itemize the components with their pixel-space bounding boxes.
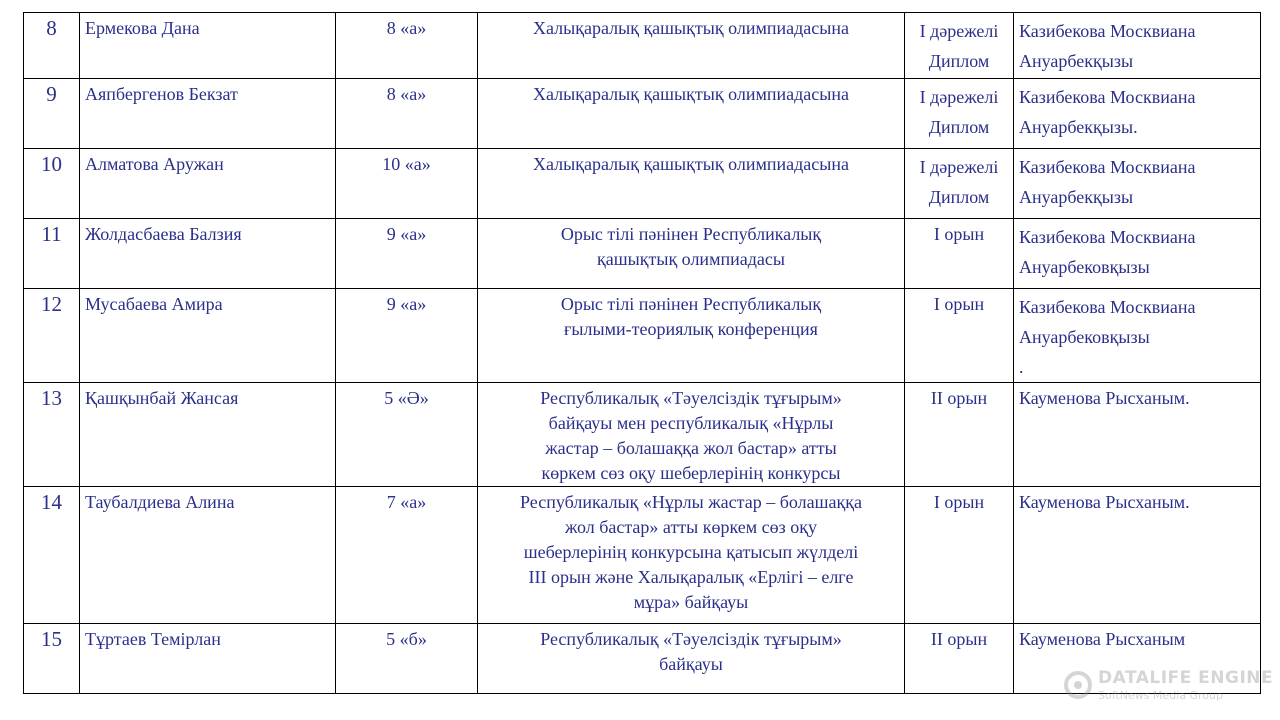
- event-cell: [478, 79, 905, 149]
- event-line: Орыс тілі пәнінен Республикалық: [560, 294, 822, 314]
- result-line: ІІ орын: [930, 629, 988, 649]
- class-cell: [336, 13, 478, 79]
- class-cell: [336, 219, 478, 289]
- result-cell: [905, 624, 1014, 694]
- class-label: 8 «а»: [386, 84, 427, 104]
- student-name: Тұртаев Темірлан: [85, 629, 221, 649]
- event-line: ғылыми-теориялық конференция: [564, 319, 818, 339]
- student-name-cell: [80, 13, 336, 79]
- event-line: байқауы мен республикалық «Нұрлы: [548, 413, 834, 433]
- teacher-line: Кауменова Рысханым.: [1019, 388, 1190, 408]
- class-cell: [336, 383, 478, 487]
- result-line: І орын: [933, 492, 985, 512]
- teacher-line: Кауменова Рысханым: [1019, 629, 1186, 649]
- table-row: [24, 219, 1261, 289]
- teacher-cell: [1014, 383, 1261, 487]
- result-line: І орын: [933, 224, 985, 244]
- result-cell: [905, 383, 1014, 487]
- teacher-line: Ануарбековқызы: [1019, 257, 1150, 277]
- result-cell: [905, 13, 1014, 79]
- teacher-cell: [1014, 219, 1261, 289]
- teacher-line: Казибекова Москвиана: [1019, 87, 1196, 107]
- class-label: 8 «а»: [386, 18, 427, 38]
- class-cell: [336, 149, 478, 219]
- event-line: қашықтық олимпиадасы: [597, 249, 785, 269]
- event-cell: [478, 13, 905, 79]
- result-cell: [905, 79, 1014, 149]
- row-number: 11: [41, 222, 62, 246]
- event-cell: [478, 149, 905, 219]
- teacher-line: Казибекова Москвиана: [1019, 227, 1196, 247]
- event-cell: [478, 289, 905, 383]
- event-line: Орыс тілі пәнінен Республикалық: [560, 224, 822, 244]
- event-line: мұра» байқауы: [633, 592, 749, 612]
- class-cell: [336, 624, 478, 694]
- teacher-line: Ануарбекқызы: [1019, 51, 1134, 71]
- class-label: 5 «б»: [386, 629, 427, 649]
- result-line: І дәрежелі: [919, 157, 999, 177]
- teacher-cell: [1014, 13, 1261, 79]
- class-label: 9 «а»: [386, 294, 427, 314]
- student-name: Алматова Аружан: [85, 154, 224, 174]
- row-number: 12: [41, 292, 62, 316]
- row-number: 8: [46, 16, 57, 40]
- table-row: [24, 13, 1261, 79]
- row-number: 13: [41, 386, 62, 410]
- teacher-line: Ануарбековқызы: [1019, 327, 1150, 347]
- row-number-cell: [24, 289, 80, 383]
- row-number-cell: [24, 13, 80, 79]
- event-line: Республикалық «Тәуелсіздік тұғырым»: [540, 388, 842, 408]
- table-row: [24, 487, 1261, 624]
- watermark-subtitle: SoftNews Media Group: [1098, 689, 1223, 702]
- event-line: Халықаралық қашықтық олимпиадасына: [533, 18, 849, 38]
- event-line: байқауы: [659, 654, 723, 674]
- class-cell: [336, 289, 478, 383]
- student-name-cell: [80, 289, 336, 383]
- teacher-cell: [1014, 487, 1261, 624]
- result-line: Диплом: [928, 117, 990, 137]
- result-cell: [905, 219, 1014, 289]
- event-line: Халықаралық қашықтық олимпиадасына: [533, 154, 849, 174]
- event-cell: [478, 487, 905, 624]
- event-cell: [478, 383, 905, 487]
- datalife-logo-icon: [1064, 671, 1092, 699]
- table-row: [24, 79, 1261, 149]
- student-name-cell: [80, 149, 336, 219]
- teacher-line: Ануарбекқызы.: [1019, 117, 1138, 137]
- teacher-line: Казибекова Москвиана: [1019, 157, 1196, 177]
- result-line: І орын: [933, 294, 985, 314]
- event-line: ІІІ орын және Халықаралық «Ерлігі – елге: [528, 567, 854, 587]
- teacher-cell: [1014, 79, 1261, 149]
- class-label: 10 «а»: [382, 154, 431, 174]
- teacher-line: Казибекова Москвиана: [1019, 297, 1196, 317]
- student-name-cell: [80, 383, 336, 487]
- student-name-cell: [80, 624, 336, 694]
- student-name: Жолдасбаева Балзия: [85, 224, 242, 244]
- teacher-line: Казибекова Москвиана: [1019, 21, 1196, 41]
- result-line: ІІ орын: [930, 388, 988, 408]
- student-name: Таубалдиева Алина: [85, 492, 235, 512]
- teacher-cell: [1014, 149, 1261, 219]
- event-line: Халықаралық қашықтық олимпиадасына: [533, 84, 849, 104]
- event-line: Республикалық «Нұрлы жастар – болашаққа: [520, 492, 862, 512]
- teacher-line: Кауменова Рысханым.: [1019, 492, 1190, 512]
- row-number-cell: [24, 624, 80, 694]
- result-line: І дәрежелі: [919, 87, 999, 107]
- event-line: жол бастар» атты көркем сөз оқу: [564, 517, 818, 537]
- row-number-cell: [24, 383, 80, 487]
- student-name: Қашқынбай Жансая: [85, 388, 239, 408]
- watermark-title: DATALIFE ENGINE: [1098, 668, 1274, 688]
- student-name: Мусабаева Амира: [85, 294, 223, 314]
- row-number: 15: [41, 627, 62, 651]
- event-cell: [478, 219, 905, 289]
- event-line: шеберлерінің конкурсына қатысып жүлделі: [523, 542, 859, 562]
- result-cell: [905, 149, 1014, 219]
- student-name: Ермекова Дана: [85, 18, 200, 38]
- watermark: [1064, 668, 1274, 708]
- awards-table-body: [24, 13, 1261, 694]
- row-number-cell: [24, 79, 80, 149]
- row-number: 9: [46, 82, 57, 106]
- class-cell: [336, 79, 478, 149]
- class-label: 7 «а»: [386, 492, 427, 512]
- result-line: Диплом: [928, 187, 990, 207]
- student-name-cell: [80, 79, 336, 149]
- table-row: [24, 149, 1261, 219]
- student-name-cell: [80, 219, 336, 289]
- result-cell: [905, 289, 1014, 383]
- event-line: көркем сөз оқу шеберлерінің конкурсы: [541, 463, 841, 483]
- teacher-cell: [1014, 289, 1261, 383]
- event-cell: [478, 624, 905, 694]
- table-row: [24, 289, 1261, 383]
- awards-table: [23, 12, 1261, 694]
- row-number: 10: [41, 152, 62, 176]
- class-label: 9 «а»: [386, 224, 427, 244]
- result-cell: [905, 487, 1014, 624]
- row-number: 14: [41, 490, 62, 514]
- class-label: 5 «Ә»: [384, 388, 429, 408]
- row-number-cell: [24, 149, 80, 219]
- class-cell: [336, 487, 478, 624]
- row-number-cell: [24, 219, 80, 289]
- table-row: [24, 383, 1261, 487]
- event-line: Республикалық «Тәуелсіздік тұғырым»: [540, 629, 842, 649]
- row-number-cell: [24, 487, 80, 624]
- teacher-line: Ануарбекқызы: [1019, 187, 1134, 207]
- result-line: Диплом: [928, 51, 990, 71]
- teacher-line: .: [1019, 357, 1024, 377]
- event-line: жастар – болашаққа жол бастар» атты: [545, 438, 837, 458]
- student-name: Аяпбергенов Бекзат: [85, 84, 238, 104]
- result-line: І дәрежелі: [919, 21, 999, 41]
- student-name-cell: [80, 487, 336, 624]
